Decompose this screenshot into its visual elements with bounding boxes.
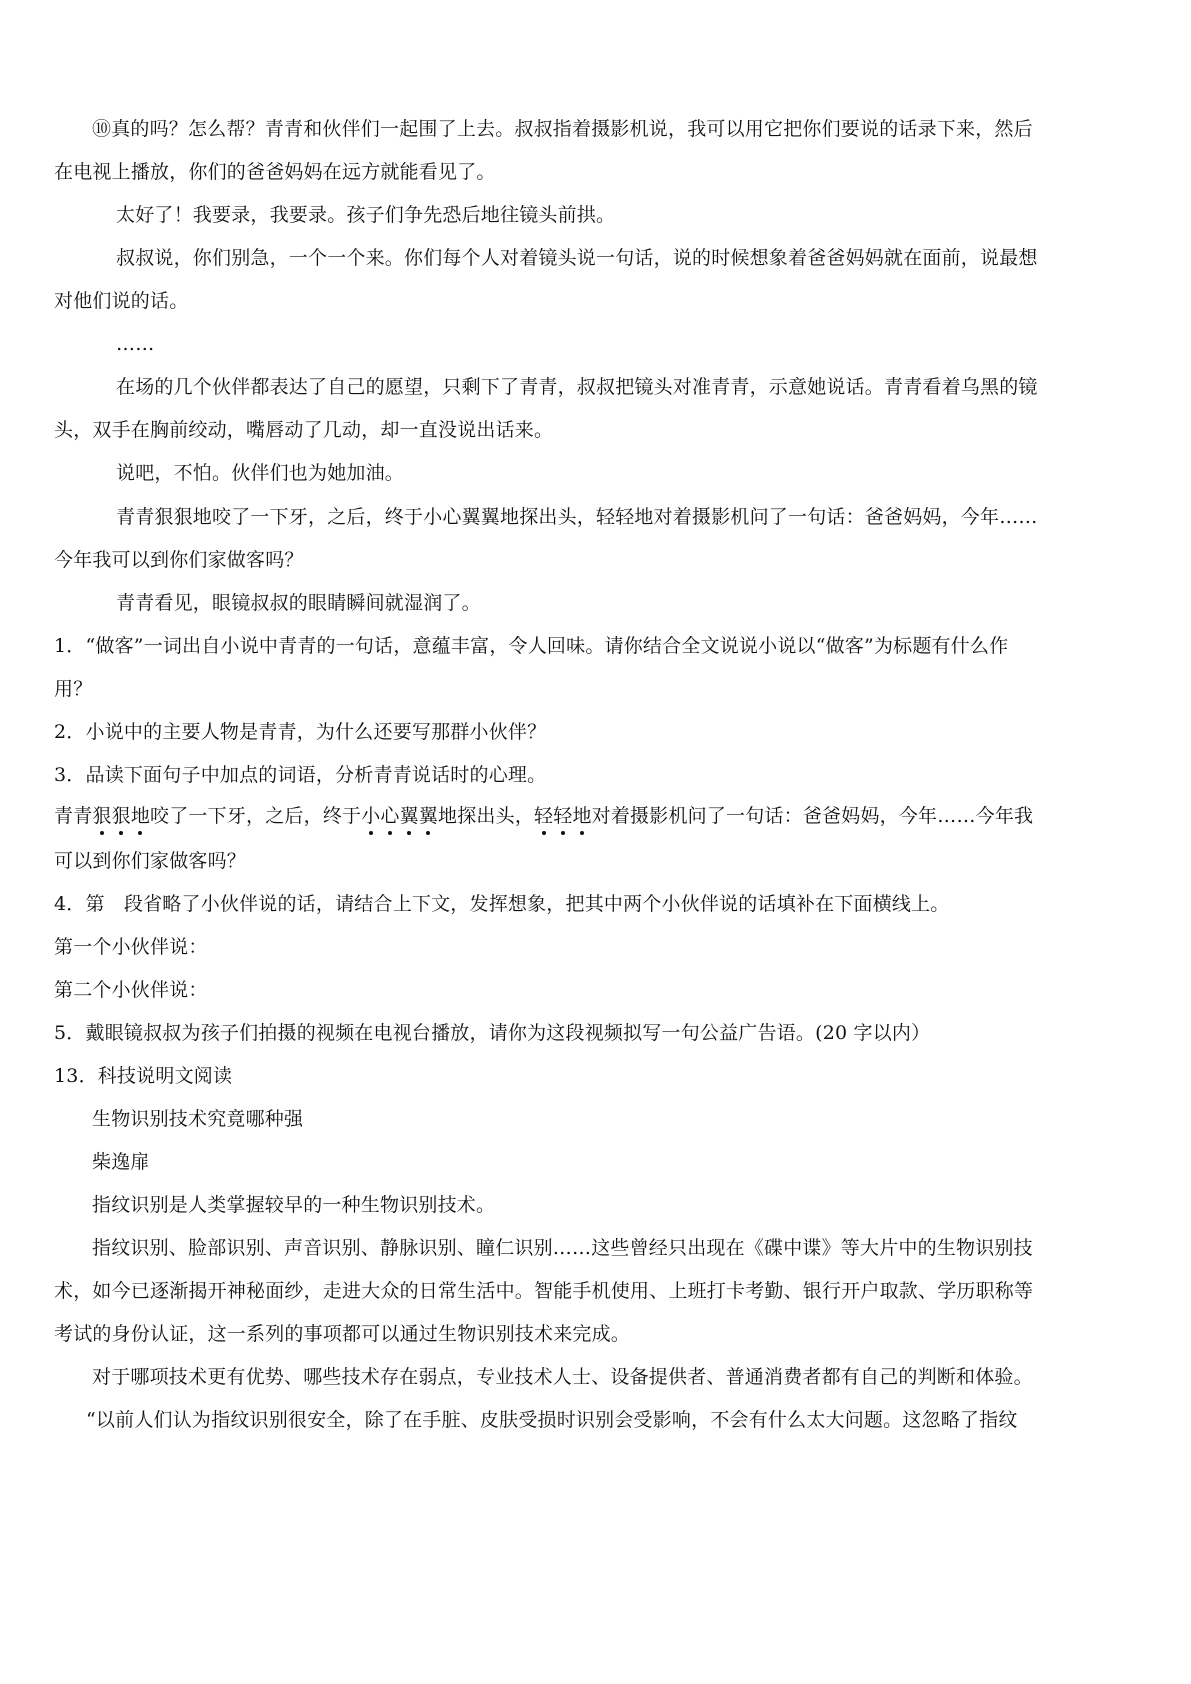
- paragraph-line: 太好了！我要录，我要录。孩子们争先恐后地往镜头前拱。: [116, 204, 616, 226]
- emphasized-word-xiaoxinyiyi: [361, 805, 438, 827]
- answer-line-first-partner: 第一个小伙伴说：: [54, 936, 208, 958]
- paragraph-line: 指纹识别、脸部识别、声音识别、静脉识别、瞳仁识别……这些曾经只出现在《碟中谍》等大片中的生物识别技: [92, 1237, 1033, 1259]
- paragraph-line: 在场的几个伙伴都表达了自己的愿望，只剩下了青青，叔叔把镜头对准青青，示意她说话。青青看着乌黑的镜: [116, 376, 1038, 398]
- paragraph-line: 今年我可以到你们家做客吗？: [54, 549, 304, 571]
- question-4: 4．第 段省略了小伙伴说的话，请结合上下文，发挥想象，把其中两个小伙伴说的话填补在下面横线上。: [54, 893, 950, 915]
- section-heading: 13．科技说明文阅读: [54, 1065, 233, 1087]
- paragraph-line: 考试的身份认证，这一系列的事项都可以通过生物识别技术来完成。: [54, 1323, 631, 1345]
- emphasis-char: 地: [572, 805, 592, 827]
- question-1: 1．“做客”一词出自小说中青青的一句话，意蕴丰富，令人回味。请你结合全文说说小说以“做客”为标题有什么作: [54, 635, 1009, 657]
- sentence-text: 咬了一下牙，之后，终于: [150, 805, 362, 827]
- ellipsis-line: ……: [116, 333, 155, 355]
- emphasis-char: 地: [130, 805, 151, 827]
- paragraph-line: ⑩真的吗？怎么帮？青青和伙伴们一起围了上去。叔叔指着摄影机说，我可以用它把你们要说的话录下来，然后: [92, 118, 1033, 140]
- emphasis-sentence: [54, 803, 1033, 829]
- article-author: 柴逸扉: [92, 1151, 150, 1173]
- paragraph-line: “以前人们认为指纹识别很安全，除了在手脏、皮肤受损时识别会受影响，不会有什么太大问题。这忽略了指纹: [86, 1409, 1018, 1431]
- emphasis-char: 狠: [111, 805, 131, 827]
- emphasis-char: 翼: [418, 805, 439, 827]
- paragraph-line: 对于哪项技术更有优势、哪些技术存在弱点，专业技术人士、设备提供者、普通消费者都有自己的判断和体验。: [92, 1366, 1033, 1388]
- paragraph-line: 说吧，不怕。伙伴们也为她加油。: [116, 462, 405, 484]
- question-3: 3．品读下面句子中加点的词语，分析青青说话时的心理。: [54, 764, 547, 786]
- paragraph-line: 指纹识别是人类掌握较早的一种生物识别技术。: [92, 1194, 496, 1216]
- sentence-text: 青青: [54, 805, 93, 827]
- paragraph-line: 术，如今已逐渐揭开神秘面纱，走进大众的日常生活中。智能手机使用、上班打卡考勤、银行开户取款、学历职称等: [54, 1280, 1034, 1302]
- paragraph-line: 对他们说的话。: [54, 290, 189, 312]
- paragraph-line: 头，双手在胸前绞动，嘴唇动了几动，却一直没说出话来。: [54, 419, 554, 441]
- emphasis-char: 轻: [553, 805, 573, 827]
- emphasis-char: 轻: [534, 805, 554, 827]
- emphasis-char: 狠: [92, 805, 112, 827]
- question-1-continuation: 用？: [54, 678, 93, 700]
- article-title: 生物识别技术究竟哪种强: [92, 1108, 304, 1130]
- emphasized-word-henhen: [92, 805, 150, 827]
- emphasis-char: 小: [361, 805, 381, 827]
- question-5: 5．戴眼镜叔叔为孩子们拍摄的视频在电视台播放，请你为这段视频拟写一句公益广告语。(20 字以内）: [54, 1022, 931, 1044]
- paragraph-line: 青青看见，眼镜叔叔的眼睛瞬间就湿润了。: [116, 592, 481, 614]
- emphasis-char: 心: [380, 805, 400, 827]
- question-2: 2．小说中的主要人物是青青，为什么还要写那群小伙伴？: [54, 721, 547, 743]
- sentence-continuation: 可以到你们家做客吗？: [54, 850, 247, 872]
- answer-line-second-partner: 第二个小伙伴说：: [54, 979, 208, 1001]
- sentence-text: 对着摄影机问了一句话：爸爸妈妈，今年……今年我: [591, 805, 1034, 827]
- paragraph-line: 青青狠狠地咬了一下牙，之后，终于小心翼翼地探出头，轻轻地对着摄影机问了一句话：爸爸妈妈，今年……: [116, 506, 1038, 528]
- paragraph-line: 叔叔说，你们别急，一个一个来。你们每个人对着镜头说一句话，说的时候想象着爸爸妈妈就在面前，说最想: [116, 247, 1038, 269]
- emphasis-char: 翼: [399, 805, 419, 827]
- emphasized-word-qingqing: [534, 805, 592, 827]
- paragraph-line: 在电视上播放，你们的爸爸妈妈在远方就能看见了。: [54, 161, 496, 183]
- sentence-text: 地探出头，: [438, 805, 535, 827]
